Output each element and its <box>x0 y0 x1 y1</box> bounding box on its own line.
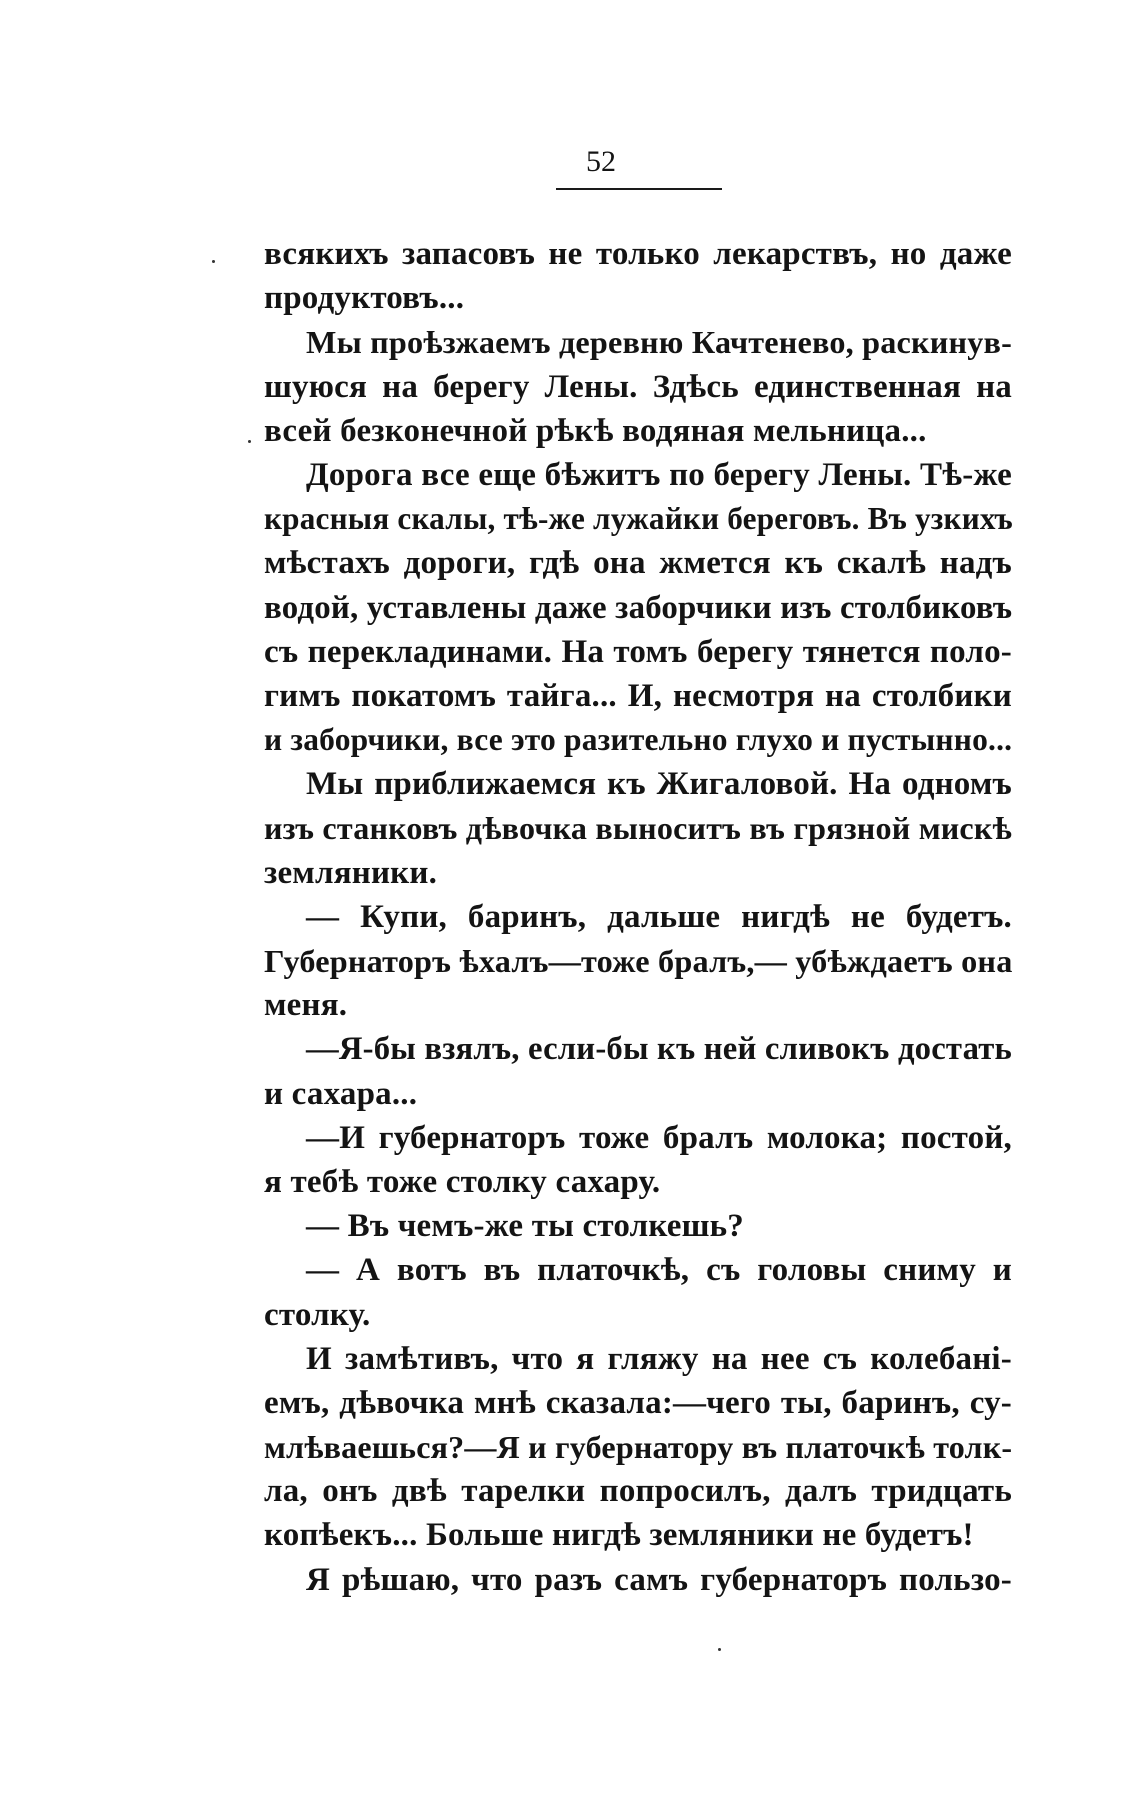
text-line: млѣваешься?—Я и губернатору въ платочкѣ толк- <box>264 1429 1013 1466</box>
page-number: 52 <box>586 145 616 178</box>
text-line: —И губернаторъ тоже бралъ молока; постой, <box>306 1119 1012 1156</box>
text-line: — Въ чемъ-же ты столкешь? <box>306 1208 744 1245</box>
body-text <box>264 232 1012 1602</box>
text-line: я тебѣ тоже столку сахару. <box>264 1163 661 1200</box>
text-line: — Купи, баринъ, дальше нигдѣ не будетъ. <box>306 898 1012 935</box>
print-speck <box>212 260 215 263</box>
text-line: Мы проѣзжаемъ деревню Качтенево, раскинув- <box>306 324 1012 361</box>
text-line: шуюся на берегу Лены. Здѣсь единственная на <box>264 368 1012 405</box>
print-speck <box>718 1648 721 1651</box>
text-line: Губернаторъ ѣхалъ—тоже бралъ,— убѣждаетъ она <box>264 943 1013 979</box>
text-line: гимъ покатомъ тайга... И, несмотря на столбики <box>264 677 1012 714</box>
text-line: водой, уставлены даже заборчики изъ столбиковъ <box>264 589 1013 626</box>
text-line: емъ, дѣвочка мнѣ сказала:—чего ты, баринъ, су- <box>264 1384 1012 1421</box>
text-line: красныя скалы, тѣ-же лужайки береговъ. Въ узкихъ <box>264 501 1013 537</box>
text-line: И замѣтивъ, что я гляжу на нее съ колебанi- <box>306 1340 1012 1377</box>
text-line: съ перекладинами. На томъ берегу тянется поло- <box>264 633 1012 670</box>
header-rule <box>556 188 722 190</box>
text-line: продуктовъ... <box>264 280 465 317</box>
text-line: изъ станковъ дѣвочка выноситъ въ грязной мискѣ <box>264 810 1012 847</box>
text-line: всей безконечной рѣкѣ водяная мельница... <box>264 412 927 449</box>
text-line: меня. <box>264 987 348 1024</box>
text-line: всякихъ запасовъ не только лекарствъ, но даже <box>264 236 1012 272</box>
text-line: Я рѣшаю, что разъ самъ губернаторъ пользо- <box>306 1561 1012 1598</box>
text-line: — А вотъ въ платочкѣ, съ головы сниму и <box>306 1252 1012 1289</box>
text-line: Дорога все еще бѣжитъ по берегу Лены. Тѣ-же <box>306 456 1012 493</box>
text-line: —Я-бы взялъ, если-бы къ ней сливокъ достать <box>306 1031 1012 1068</box>
text-line: мѣстахъ дороги, гдѣ она жмется къ скалѣ надъ <box>264 545 1012 582</box>
text-line: ла, онъ двѣ тарелки попросилъ, далъ тридцать <box>264 1473 1012 1510</box>
text-line: копѣекъ... Больше нигдѣ земляники не будетъ! <box>264 1517 974 1554</box>
text-line: столку. <box>264 1296 371 1333</box>
text-line: и заборчики, все это разительно глухо и пустынно... <box>264 722 1013 758</box>
text-line: и сахара... <box>264 1075 418 1112</box>
print-speck <box>248 440 251 443</box>
text-line: Мы приближаемся къ Жигаловой. На одномъ <box>306 766 1012 803</box>
text-line: земляники. <box>264 854 438 891</box>
